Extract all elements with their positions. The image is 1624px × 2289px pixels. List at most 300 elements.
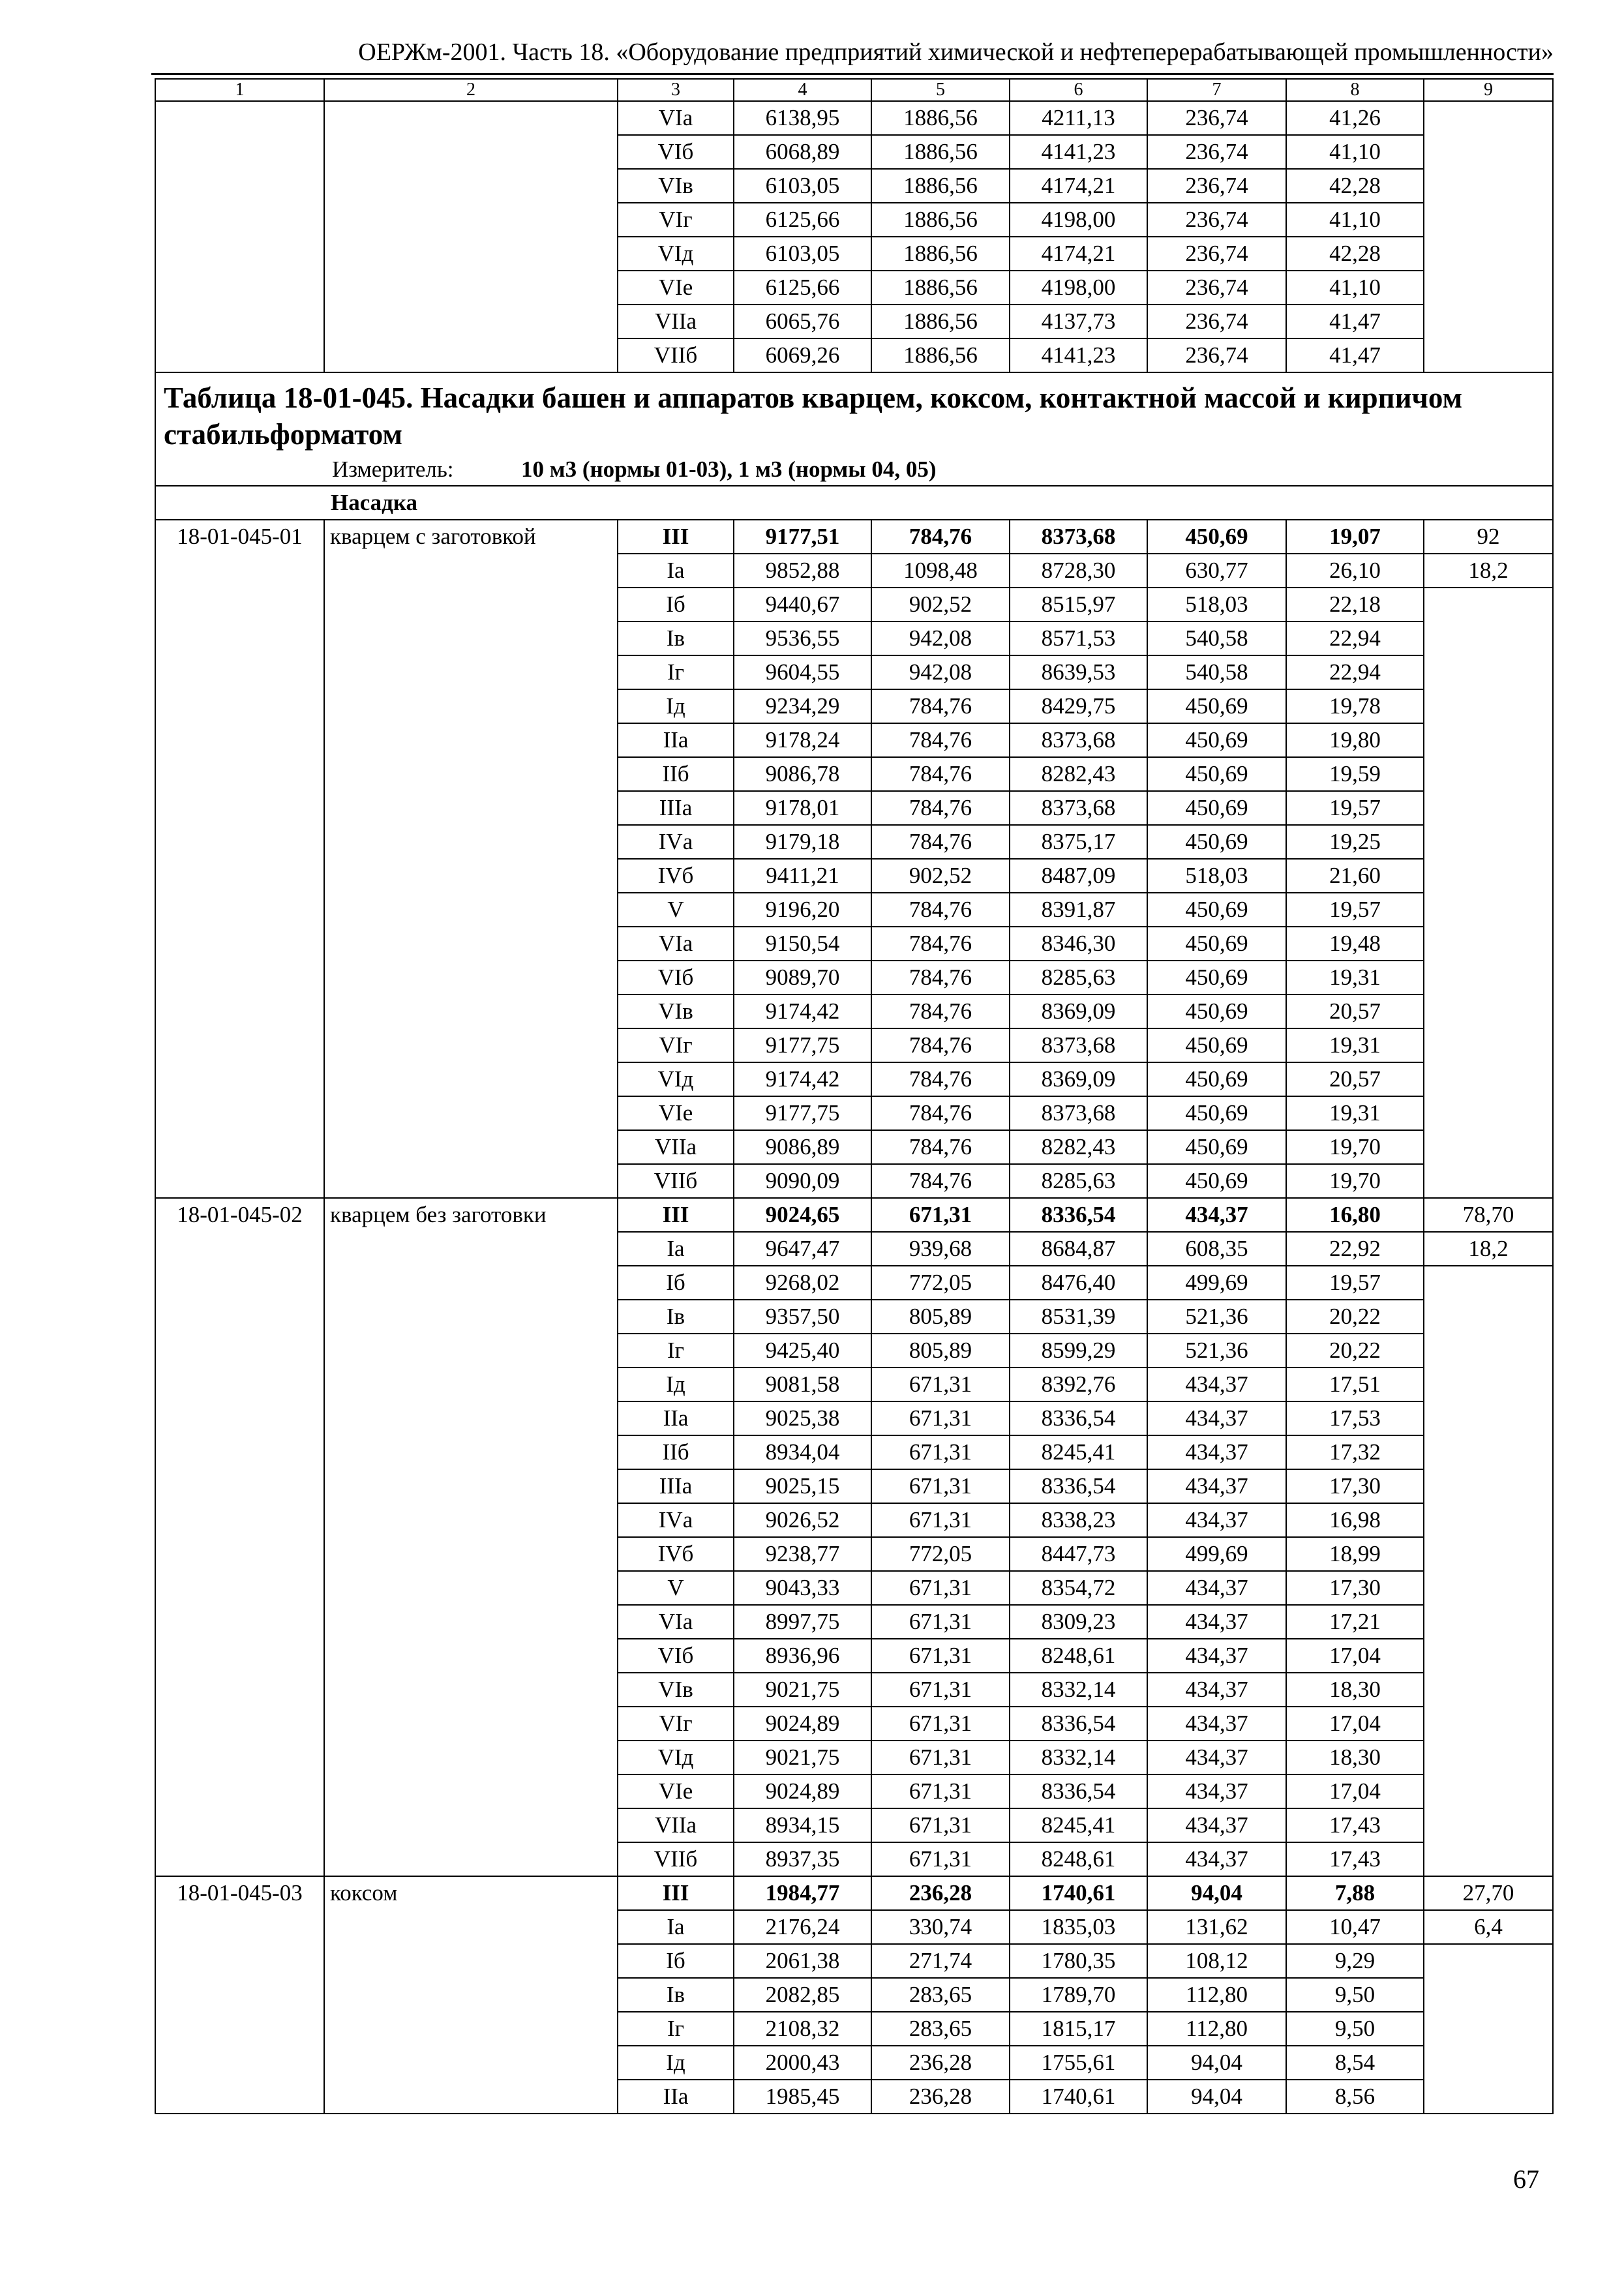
value-cell: 450,69 (1147, 757, 1286, 791)
zone-cell: IIб (618, 1435, 734, 1469)
value-cell: 8599,29 (1010, 1334, 1147, 1368)
value-cell: 9025,38 (734, 1401, 871, 1435)
value-cell: 9411,21 (734, 859, 871, 893)
value-cell: 9081,58 (734, 1368, 871, 1401)
value-cell: 19,31 (1286, 961, 1424, 995)
value-cell: 8392,76 (1010, 1368, 1147, 1401)
value-cell: 8332,14 (1010, 1741, 1147, 1774)
zone-cell: Iв (618, 1978, 734, 2012)
value-cell: 9357,50 (734, 1300, 871, 1334)
value-cell: 450,69 (1147, 1096, 1286, 1130)
value-cell: 434,37 (1147, 1774, 1286, 1808)
zone-cell: Iг (618, 655, 734, 689)
value-cell: 112,80 (1147, 2012, 1286, 2046)
column-number: 9 (1424, 79, 1553, 101)
value-cell: 784,76 (871, 893, 1010, 927)
zone-cell: IIIа (618, 1469, 734, 1503)
value-cell: 630,77 (1147, 554, 1286, 588)
column-number-row (155, 79, 1553, 101)
value-cell: 9150,54 (734, 927, 871, 961)
table-row (155, 520, 1553, 554)
value-cell: 8332,14 (1010, 1673, 1147, 1707)
value-cell: 94,04 (1147, 2046, 1286, 2080)
value-cell: 283,65 (871, 2012, 1010, 2046)
value-cell: 2108,32 (734, 2012, 871, 2046)
value-cell: 8369,09 (1010, 995, 1147, 1028)
value-cell: 2061,38 (734, 1944, 871, 1978)
zone-cell: IVа (618, 825, 734, 859)
col9-value: 92 (1424, 520, 1553, 554)
page-number: 67 (1513, 2164, 1539, 2194)
column-number: 2 (324, 79, 618, 101)
zone-cell: III (618, 1876, 734, 1910)
value-cell: 9,50 (1286, 1978, 1424, 2012)
value-cell: 41,10 (1286, 203, 1424, 237)
value-cell: 22,94 (1286, 621, 1424, 655)
value-cell: 9,50 (1286, 2012, 1424, 2046)
value-cell: 9196,20 (734, 893, 871, 927)
value-cell: 8429,75 (1010, 689, 1147, 723)
col9-value: 78,70 (1424, 1198, 1553, 1232)
value-cell: 19,25 (1286, 825, 1424, 859)
value-cell: 236,74 (1147, 203, 1286, 237)
value-cell: 17,53 (1286, 1401, 1424, 1435)
value-cell: 434,37 (1147, 1368, 1286, 1401)
col9-empty (1424, 588, 1553, 1198)
value-cell: 1886,56 (871, 271, 1010, 305)
value-cell: 9086,89 (734, 1130, 871, 1164)
value-cell: 1984,77 (734, 1876, 871, 1910)
value-cell: 8571,53 (1010, 621, 1147, 655)
value-cell: 608,35 (1147, 1232, 1286, 1266)
value-cell: 236,74 (1147, 338, 1286, 372)
value-cell: 41,47 (1286, 305, 1424, 338)
value-cell: 4174,21 (1010, 237, 1147, 271)
value-cell: 8997,75 (734, 1605, 871, 1639)
value-cell: 19,70 (1286, 1130, 1424, 1164)
value-cell: 236,28 (871, 1876, 1010, 1910)
value-cell: 236,74 (1147, 237, 1286, 271)
zone-cell: VIв (618, 995, 734, 1028)
zone-cell: VIг (618, 203, 734, 237)
value-cell: 1780,35 (1010, 1944, 1147, 1978)
value-cell: 9021,75 (734, 1741, 871, 1774)
value-cell: 271,74 (871, 1944, 1010, 1978)
name-cell (324, 101, 618, 372)
value-cell: 805,89 (871, 1334, 1010, 1368)
value-cell: 19,57 (1286, 1266, 1424, 1300)
value-cell: 41,47 (1286, 338, 1424, 372)
zone-cell: Iа (618, 1232, 734, 1266)
column-number: 8 (1286, 79, 1424, 101)
table-row (155, 101, 1553, 135)
value-cell: 772,05 (871, 1537, 1010, 1571)
value-cell: 19,31 (1286, 1096, 1424, 1130)
value-cell: 108,12 (1147, 1944, 1286, 1978)
value-cell: 112,80 (1147, 1978, 1286, 2012)
value-cell: 9024,89 (734, 1707, 871, 1741)
value-cell: 236,28 (871, 2046, 1010, 2080)
value-cell: 8336,54 (1010, 1198, 1147, 1232)
value-cell: 450,69 (1147, 689, 1286, 723)
value-cell: 6125,66 (734, 271, 871, 305)
value-cell: 8531,39 (1010, 1300, 1147, 1334)
norm-code: 18-01-045-01 (155, 520, 324, 1198)
value-cell: 6103,05 (734, 169, 871, 203)
value-cell: 942,08 (871, 621, 1010, 655)
value-cell: 434,37 (1147, 1571, 1286, 1605)
value-cell: 499,69 (1147, 1537, 1286, 1571)
value-cell: 6103,05 (734, 237, 871, 271)
table-row (155, 1876, 1553, 1910)
zone-cell: VIIа (618, 305, 734, 338)
zone-cell: VIIб (618, 1842, 734, 1876)
section-title: Насадка (155, 486, 1553, 520)
value-cell: 9090,09 (734, 1164, 871, 1198)
value-cell: 434,37 (1147, 1639, 1286, 1673)
code-cell (155, 101, 324, 372)
zone-cell: VIIа (618, 1130, 734, 1164)
column-number: 1 (155, 79, 324, 101)
value-cell: 17,51 (1286, 1368, 1424, 1401)
zone-cell: VIв (618, 169, 734, 203)
value-cell: 6138,95 (734, 101, 871, 135)
value-cell: 1755,61 (1010, 2046, 1147, 2080)
value-cell: 784,76 (871, 520, 1010, 554)
column-number: 4 (734, 79, 871, 101)
value-cell: 8285,63 (1010, 961, 1147, 995)
value-cell: 20,22 (1286, 1334, 1424, 1368)
zone-cell: VIIб (618, 1164, 734, 1198)
value-cell: 8515,97 (1010, 588, 1147, 621)
value-cell: 521,36 (1147, 1334, 1286, 1368)
zone-cell: VIе (618, 1774, 734, 1808)
value-cell: 9238,77 (734, 1537, 871, 1571)
value-cell: 9086,78 (734, 757, 871, 791)
value-cell: 784,76 (871, 1028, 1010, 1062)
value-cell: 19,80 (1286, 723, 1424, 757)
zone-cell: IIIа (618, 791, 734, 825)
value-cell: 1815,17 (1010, 2012, 1147, 2046)
value-cell: 9043,33 (734, 1571, 871, 1605)
zone-cell: VIб (618, 135, 734, 169)
value-cell: 6069,26 (734, 338, 871, 372)
value-cell: 236,74 (1147, 271, 1286, 305)
zone-cell: Iа (618, 554, 734, 588)
value-cell: 8336,54 (1010, 1774, 1147, 1808)
value-cell: 19,57 (1286, 893, 1424, 927)
zone-cell: VIб (618, 961, 734, 995)
zone-cell: IIа (618, 723, 734, 757)
value-cell: 4198,00 (1010, 203, 1147, 237)
norm-name: кварцем без заготовки (324, 1198, 618, 1876)
value-cell: 9647,47 (734, 1232, 871, 1266)
value-cell: 18,30 (1286, 1741, 1424, 1774)
value-cell: 1789,70 (1010, 1978, 1147, 2012)
value-cell: 8373,68 (1010, 1096, 1147, 1130)
value-cell: 8354,72 (1010, 1571, 1147, 1605)
value-cell: 784,76 (871, 1096, 1010, 1130)
column-number: 3 (618, 79, 734, 101)
value-cell: 9268,02 (734, 1266, 871, 1300)
value-cell: 450,69 (1147, 1130, 1286, 1164)
zone-cell: VIIа (618, 1808, 734, 1842)
zone-cell: VIг (618, 1028, 734, 1062)
header-rule (151, 73, 1554, 75)
value-cell: 784,76 (871, 791, 1010, 825)
value-cell: 671,31 (871, 1605, 1010, 1639)
value-cell: 671,31 (871, 1741, 1010, 1774)
section-row (155, 486, 1553, 520)
value-cell: 434,37 (1147, 1842, 1286, 1876)
value-cell: 8346,30 (1010, 927, 1147, 961)
value-cell: 805,89 (871, 1300, 1010, 1334)
value-cell: 16,80 (1286, 1198, 1424, 1232)
value-cell: 772,05 (871, 1266, 1010, 1300)
value-cell: 450,69 (1147, 723, 1286, 757)
value-cell: 671,31 (871, 1673, 1010, 1707)
value-cell: 784,76 (871, 1062, 1010, 1096)
value-cell: 434,37 (1147, 1673, 1286, 1707)
running-header: ОЕРЖм-2001. Часть 18. «Оборудование предприятий химической и нефтеперерабатывающей промышленности» (358, 38, 1554, 66)
value-cell: 26,10 (1286, 554, 1424, 588)
value-cell: 9178,01 (734, 791, 871, 825)
value-cell: 8728,30 (1010, 554, 1147, 588)
value-cell: 4137,73 (1010, 305, 1147, 338)
zone-cell: VIа (618, 101, 734, 135)
value-cell: 8282,43 (1010, 757, 1147, 791)
value-cell: 450,69 (1147, 791, 1286, 825)
value-cell: 10,47 (1286, 1910, 1424, 1944)
zone-cell: VIд (618, 237, 734, 271)
col9-empty (1424, 1266, 1553, 1876)
value-cell: 671,31 (871, 1707, 1010, 1741)
value-cell: 450,69 (1147, 825, 1286, 859)
zone-cell: VIв (618, 1673, 734, 1707)
value-cell: 8937,35 (734, 1842, 871, 1876)
zone-cell: IIб (618, 757, 734, 791)
value-cell: 236,74 (1147, 101, 1286, 135)
value-cell: 434,37 (1147, 1605, 1286, 1639)
zone-cell: Iа (618, 1910, 734, 1944)
value-cell: 450,69 (1147, 961, 1286, 995)
zone-cell: IIа (618, 1401, 734, 1435)
value-cell: 1886,56 (871, 338, 1010, 372)
value-cell: 19,48 (1286, 927, 1424, 961)
value-cell: 8639,53 (1010, 655, 1147, 689)
value-cell: 19,78 (1286, 689, 1424, 723)
value-cell: 4198,00 (1010, 271, 1147, 305)
value-cell: 16,98 (1286, 1503, 1424, 1537)
value-cell: 2082,85 (734, 1978, 871, 2012)
value-cell: 8309,23 (1010, 1605, 1147, 1639)
zone-cell: Iб (618, 1266, 734, 1300)
value-cell: 17,32 (1286, 1435, 1424, 1469)
value-cell: 671,31 (871, 1435, 1010, 1469)
value-cell: 9536,55 (734, 621, 871, 655)
zone-cell: IVб (618, 859, 734, 893)
zone-cell: Iв (618, 621, 734, 655)
zone-cell: Iб (618, 1944, 734, 1978)
value-cell: 1098,48 (871, 554, 1010, 588)
zone-cell: VIа (618, 927, 734, 961)
value-cell: 9,29 (1286, 1944, 1424, 1978)
value-cell: 450,69 (1147, 520, 1286, 554)
zone-cell: Iг (618, 1334, 734, 1368)
value-cell: 22,92 (1286, 1232, 1424, 1266)
value-cell: 9604,55 (734, 655, 871, 689)
value-cell: 902,52 (871, 859, 1010, 893)
col9-value: 18,2 (1424, 1232, 1553, 1266)
norm-name: кварцем с заготовкой (324, 520, 618, 1198)
value-cell: 330,74 (871, 1910, 1010, 1944)
value-cell: 1985,45 (734, 2080, 871, 2114)
value-cell: 784,76 (871, 1130, 1010, 1164)
value-cell: 131,62 (1147, 1910, 1286, 1944)
value-cell: 17,04 (1286, 1639, 1424, 1673)
value-cell: 1886,56 (871, 101, 1010, 135)
value-cell: 4141,23 (1010, 338, 1147, 372)
value-cell: 19,59 (1286, 757, 1424, 791)
value-cell: 8282,43 (1010, 1130, 1147, 1164)
zone-cell: VIе (618, 1096, 734, 1130)
value-cell: 671,31 (871, 1198, 1010, 1232)
zone-cell: VIа (618, 1605, 734, 1639)
measure-value: 10 м3 (нормы 01-03), 1 м3 (нормы 04, 05) (521, 456, 937, 482)
value-cell: 9174,42 (734, 995, 871, 1028)
value-cell: 42,28 (1286, 237, 1424, 271)
value-cell: 450,69 (1147, 893, 1286, 927)
table-title-cell (155, 372, 1553, 486)
value-cell: 8245,41 (1010, 1808, 1147, 1842)
zone-cell: Iд (618, 1368, 734, 1401)
value-cell: 8245,41 (1010, 1435, 1147, 1469)
value-cell: 671,31 (871, 1639, 1010, 1673)
value-cell: 42,28 (1286, 169, 1424, 203)
value-cell: 1886,56 (871, 135, 1010, 169)
zone-cell: VIб (618, 1639, 734, 1673)
value-cell: 8934,15 (734, 1808, 871, 1842)
zone-cell: VIе (618, 271, 734, 305)
value-cell: 1886,56 (871, 305, 1010, 338)
zone-cell: Iв (618, 1300, 734, 1334)
value-cell: 8,56 (1286, 2080, 1424, 2114)
value-cell: 8373,68 (1010, 1028, 1147, 1062)
zone-cell: III (618, 1198, 734, 1232)
zone-cell: V (618, 1571, 734, 1605)
value-cell: 434,37 (1147, 1198, 1286, 1232)
value-cell: 19,57 (1286, 791, 1424, 825)
value-cell: 8336,54 (1010, 1469, 1147, 1503)
value-cell: 434,37 (1147, 1707, 1286, 1741)
value-cell: 19,70 (1286, 1164, 1424, 1198)
value-cell: 521,36 (1147, 1300, 1286, 1334)
value-cell: 784,76 (871, 1164, 1010, 1198)
value-cell: 434,37 (1147, 1435, 1286, 1469)
value-cell: 8248,61 (1010, 1639, 1147, 1673)
value-cell: 20,57 (1286, 1062, 1424, 1096)
value-cell: 20,57 (1286, 995, 1424, 1028)
measure-label: Измеритель: (332, 456, 454, 482)
value-cell: 902,52 (871, 588, 1010, 621)
value-cell: 9179,18 (734, 825, 871, 859)
value-cell: 450,69 (1147, 1028, 1286, 1062)
value-cell: 8476,40 (1010, 1266, 1147, 1300)
value-cell: 17,30 (1286, 1469, 1424, 1503)
zone-cell: IVа (618, 1503, 734, 1537)
zone-cell: IVб (618, 1537, 734, 1571)
value-cell: 1886,56 (871, 169, 1010, 203)
value-cell: 434,37 (1147, 1469, 1286, 1503)
value-cell: 9174,42 (734, 1062, 871, 1096)
value-cell: 17,30 (1286, 1571, 1424, 1605)
norms-table (155, 78, 1554, 2114)
value-cell: 8684,87 (1010, 1232, 1147, 1266)
zone-cell: VIIб (618, 338, 734, 372)
column-number: 7 (1147, 79, 1286, 101)
value-cell: 20,22 (1286, 1300, 1424, 1334)
value-cell: 7,88 (1286, 1876, 1424, 1910)
zone-cell: Iд (618, 689, 734, 723)
value-cell: 4141,23 (1010, 135, 1147, 169)
value-cell: 671,31 (871, 1774, 1010, 1808)
value-cell: 784,76 (871, 927, 1010, 961)
value-cell: 9177,51 (734, 520, 871, 554)
value-cell: 8936,96 (734, 1639, 871, 1673)
value-cell: 18,99 (1286, 1537, 1424, 1571)
value-cell: 8487,09 (1010, 859, 1147, 893)
value-cell: 236,74 (1147, 135, 1286, 169)
value-cell: 8336,54 (1010, 1401, 1147, 1435)
value-cell: 18,30 (1286, 1673, 1424, 1707)
value-cell: 6065,76 (734, 305, 871, 338)
value-cell: 784,76 (871, 961, 1010, 995)
value-cell: 9024,65 (734, 1198, 871, 1232)
norm-code: 18-01-045-02 (155, 1198, 324, 1876)
col9-value: 18,2 (1424, 554, 1553, 588)
norm-code: 18-01-045-03 (155, 1876, 324, 2114)
value-cell: 434,37 (1147, 1808, 1286, 1842)
value-cell: 8375,17 (1010, 825, 1147, 859)
value-cell: 671,31 (871, 1808, 1010, 1842)
value-cell: 1835,03 (1010, 1910, 1147, 1944)
value-cell: 41,10 (1286, 135, 1424, 169)
zone-cell: IIа (618, 2080, 734, 2114)
value-cell: 9425,40 (734, 1334, 871, 1368)
zone-cell: III (618, 520, 734, 554)
table-title: Таблица 18-01-045. Насадки башен и аппаратов кварцем, коксом, контактной массой и кирпичом стабильформатом (164, 382, 1463, 451)
value-cell: 4211,13 (1010, 101, 1147, 135)
value-cell: 9177,75 (734, 1028, 871, 1062)
value-cell: 8285,63 (1010, 1164, 1147, 1198)
value-cell: 41,10 (1286, 271, 1424, 305)
col9-value: 6,4 (1424, 1910, 1553, 1944)
value-cell: 9021,75 (734, 1673, 871, 1707)
value-cell: 17,43 (1286, 1808, 1424, 1842)
value-cell: 434,37 (1147, 1503, 1286, 1537)
table-title-row (155, 372, 1553, 486)
value-cell: 9178,24 (734, 723, 871, 757)
value-cell: 17,43 (1286, 1842, 1424, 1876)
value-cell: 283,65 (871, 1978, 1010, 2012)
value-cell: 671,31 (871, 1503, 1010, 1537)
zone-cell: Iд (618, 2046, 734, 2080)
value-cell: 8,54 (1286, 2046, 1424, 2080)
col9-cell (1424, 101, 1553, 372)
value-cell: 671,31 (871, 1571, 1010, 1605)
col9-value: 27,70 (1424, 1876, 1553, 1910)
value-cell: 434,37 (1147, 1741, 1286, 1774)
